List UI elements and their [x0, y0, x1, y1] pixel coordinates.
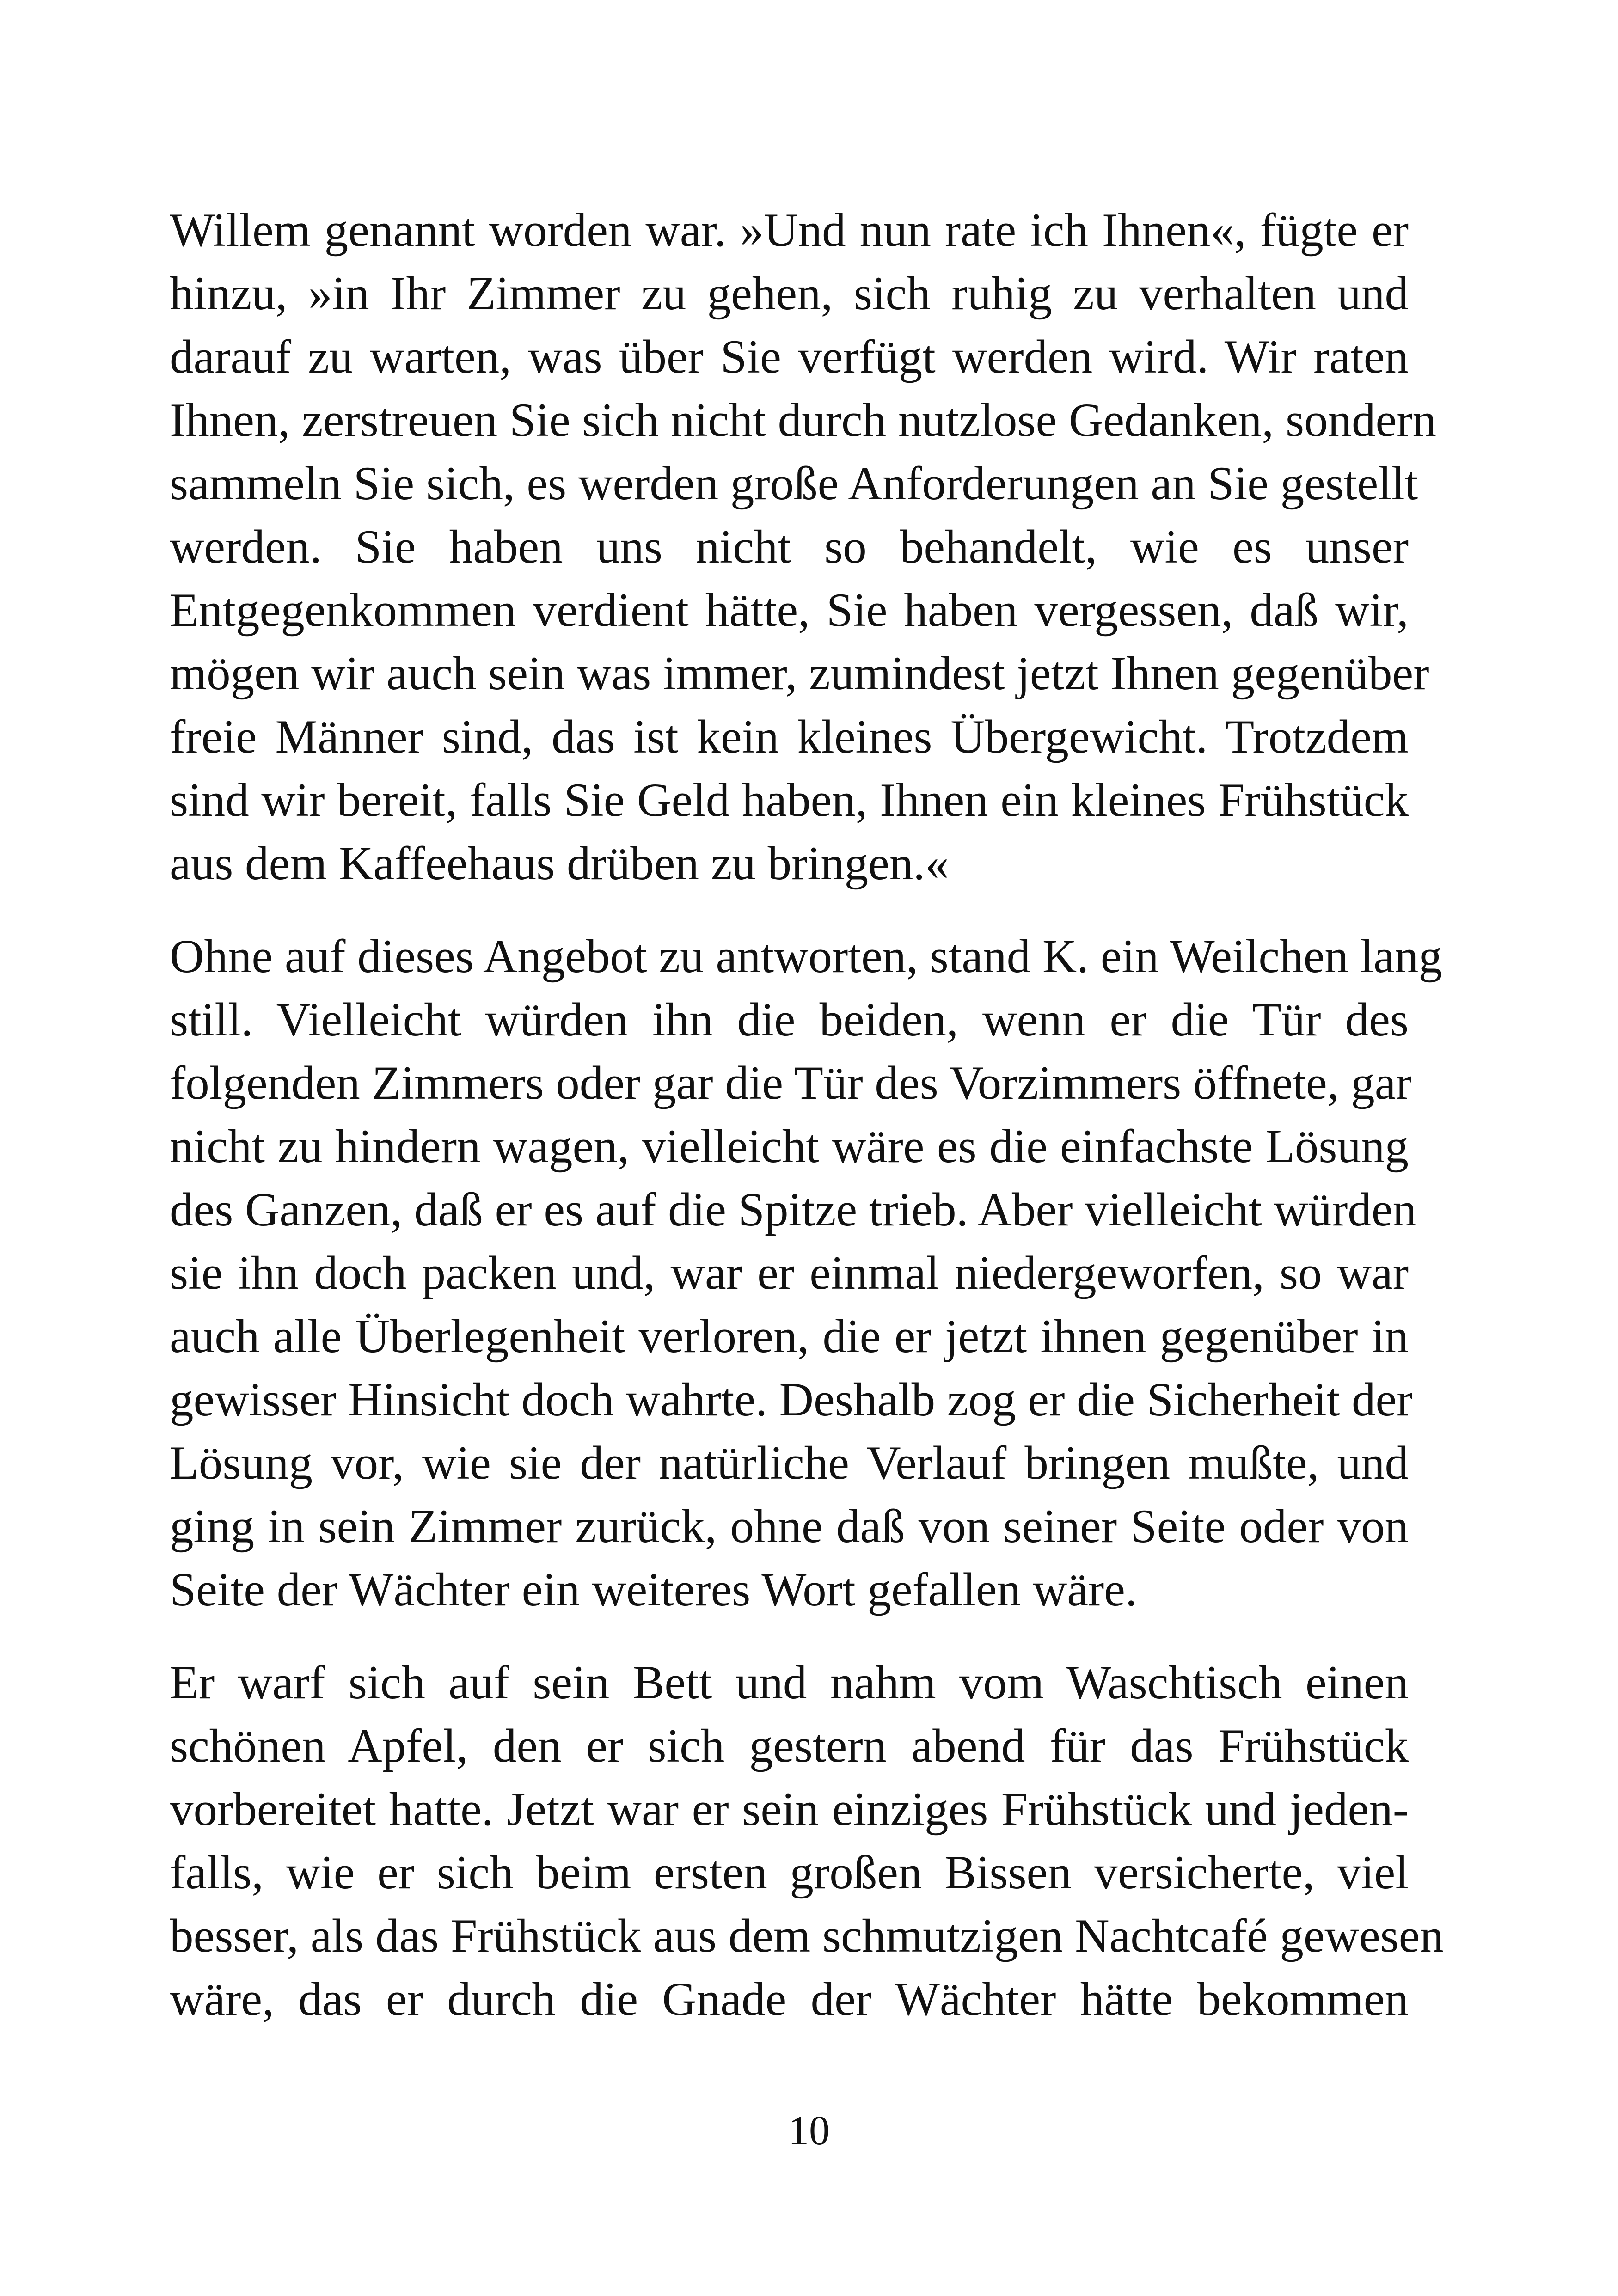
paragraph [170, 1651, 1444, 2031]
text-line: Er warf sich auf sein Bett und nahm vom Waschtisch einen [170, 1656, 1409, 1709]
text-line: Willem genannt worden war. »Und nun rate ich Ihnen«, fügte er [170, 204, 1409, 257]
text-line: des Ganzen, daß er es auf die Spitze trieb. Aber vielleicht würden [170, 1183, 1417, 1236]
text-line: nicht zu hindern wagen, vielleicht wäre es die einfachste Lösung [170, 1120, 1409, 1173]
paragraph-spacing [170, 1622, 1409, 1651]
text-line: still. Vielleicht würden ihn die beiden, wenn er die Tür des [170, 993, 1409, 1046]
body-text [170, 199, 1444, 2031]
text-line: falls, wie er sich beim ersten großen Bissen versicherte, viel [170, 1846, 1409, 1899]
text-line: Lösung vor, wie sie der natürliche Verlauf bringen mußte, und [170, 1437, 1409, 1489]
text-line: Ohne auf dieses Angebot zu antworten, stand K. ein Weilchen lang [170, 930, 1442, 983]
text-line: wäre, das er durch die Gnade der Wächter hätte bekommen [170, 1973, 1409, 2026]
text-line: gewisser Hinsicht doch wahrte. Deshalb zog er die Sicherheit der [170, 1373, 1413, 1426]
text-line: ging in sein Zimmer zurück, ohne daß von seiner Seite oder von [170, 1500, 1409, 1553]
text-line: sind wir bereit, falls Sie Geld haben, Ihnen ein kleines Frühstück [170, 774, 1409, 827]
text-line: darauf zu warten, was über Sie verfügt werden wird. Wir raten [170, 331, 1409, 383]
text-line: freie Männer sind, das ist kein kleines Übergewicht. Trotzdem [170, 710, 1409, 763]
text-line: Seite der Wächter ein weiteres Wort gefallen wäre. [170, 1563, 1137, 1616]
text-line: auch alle Überlegenheit verloren, die er jetzt ihnen gegenüber in [170, 1310, 1409, 1363]
text-line: mögen wir auch sein was immer, zumindest jetzt Ihnen gegenüber [170, 647, 1429, 700]
text-line: Entgegenkommen verdient hätte, Sie haben vergessen, daß wir, [170, 584, 1409, 637]
paragraph [170, 925, 1442, 1622]
text-line: vorbereitet hatte. Jetzt war er sein einziges Frühstück und jeden- [170, 1783, 1409, 1836]
text-line: sie ihn doch packen und, war er einmal niedergeworfen, so war [170, 1247, 1409, 1299]
text-line: werden. Sie haben uns nicht so behandelt, wie es unser [170, 520, 1409, 573]
text-line: aus dem Kaffeehaus drüben zu bringen.« [170, 837, 949, 890]
paragraph-spacing [170, 895, 1409, 925]
text-line: sammeln Sie sich, es werden große Anforderungen an Sie gestellt [170, 457, 1418, 510]
text-line: hinzu, »in Ihr Zimmer zu gehen, sich ruhig zu verhalten und [170, 267, 1409, 320]
text-line: Ihnen, zerstreuen Sie sich nicht durch nutzlose Gedanken, sondern [170, 394, 1437, 447]
text-line: besser, als das Frühstück aus dem schmutzigen Nachtcafé gewesen [170, 1910, 1444, 1962]
text-line: schönen Apfel, den er sich gestern abend für das Frühstück [170, 1720, 1409, 1772]
text-line: folgenden Zimmers oder gar die Tür des Vorzimmers öffnete, gar [170, 1057, 1412, 1109]
paragraph [170, 199, 1437, 895]
page-number: 10 [788, 2108, 830, 2154]
